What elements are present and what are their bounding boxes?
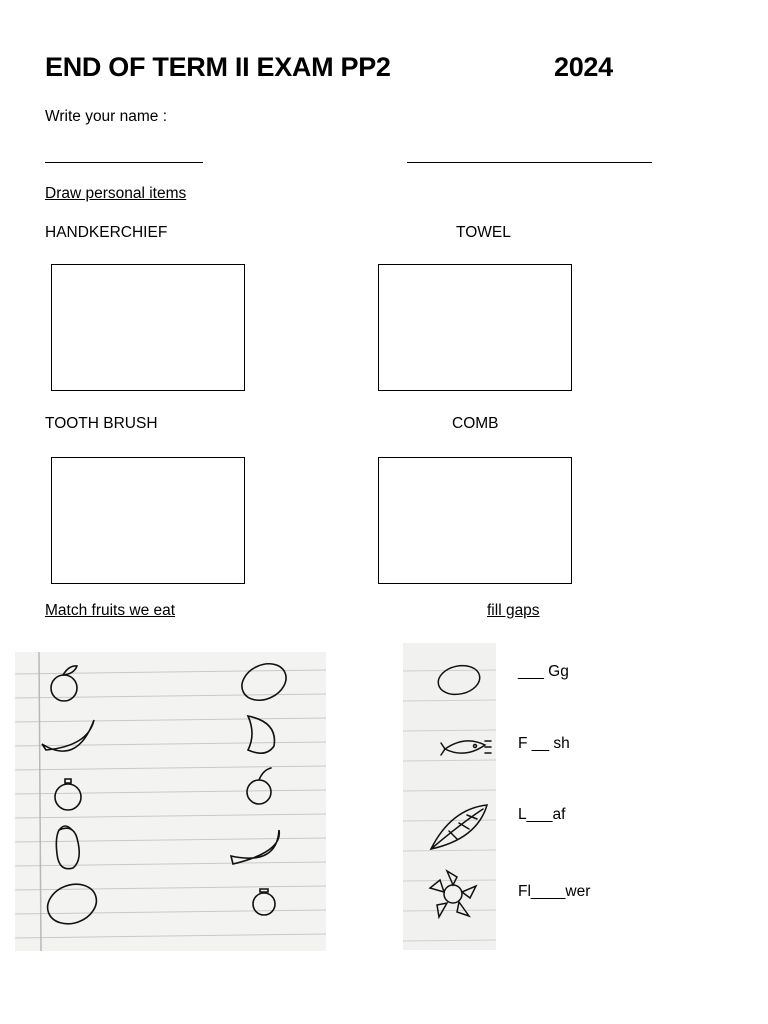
exam-year: 2024 (554, 52, 613, 82)
draw-box-comb[interactable] (378, 457, 572, 584)
name-prompt: Write your name : (45, 108, 168, 125)
draw-box-tooth-brush[interactable] (51, 457, 245, 584)
fill-gap-leaf: L___af (518, 806, 566, 823)
draw-box-handkerchief[interactable] (51, 264, 245, 391)
match-fruits-photo (15, 652, 326, 951)
name-line-right[interactable] (407, 162, 652, 163)
label-towel: TOWEL (456, 224, 511, 241)
draw-section-heading: Draw personal items (45, 185, 187, 202)
label-comb: COMB (452, 415, 499, 432)
label-tooth-brush: TOOTH BRUSH (45, 415, 158, 432)
label-handkerchief: HANDKERCHIEF (45, 224, 168, 241)
fill-gap-egg: ___ Gg (518, 663, 569, 680)
draw-box-towel[interactable] (378, 264, 572, 391)
fill-section-heading: fill gaps (487, 602, 540, 619)
name-line-left[interactable] (45, 162, 203, 163)
fill-gap-flower: Fl____wer (518, 883, 591, 900)
fill-gap-fish: F __ sh (518, 735, 570, 752)
exam-title: END OF TERM II EXAM PP2 (45, 52, 391, 82)
match-section-heading: Match fruits we eat (45, 602, 176, 619)
fill-gaps-photo (403, 643, 496, 950)
